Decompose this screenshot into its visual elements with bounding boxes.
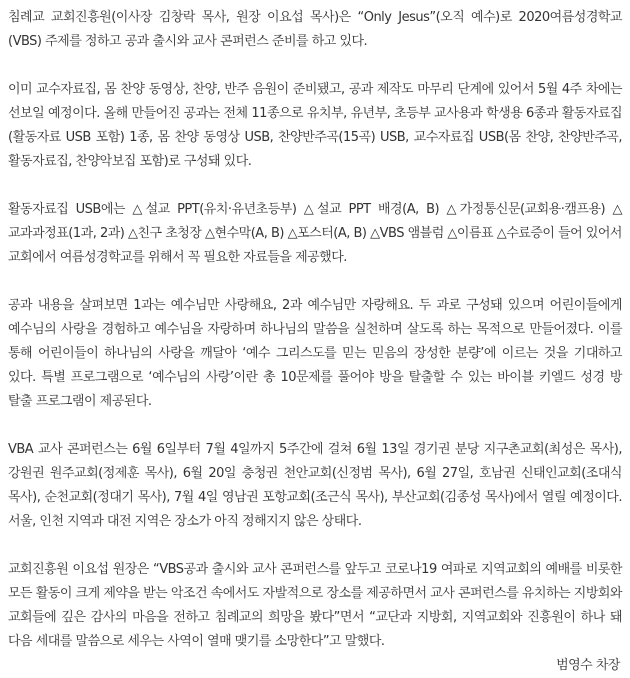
article-paragraph-intro: 침례교 교회진흥원(이사장 김창락 목사, 원장 이요섭 목사)은 “Only Jesus”(오직 예수)로 2020여름성경학교(VBS) 주제를 정하고 공과 출시와 교사 콘퍼런스 준비를 하고 있다. [8,10,622,49]
article-paragraph-lesson-content: 공과 내용을 살펴보면 1과는 예수님만 사랑해요, 2과 예수님만 자랑해요. 두 과로 구성돼 있으며 어린이들에게 예수님의 사랑을 경험하고 예수님을 자랑하며 하나님의 말씀을 실천하며 살도록 하는 목적으로 만들어졌다. 이를 통해 어린이들이 하나님의 사랑을 깨달아 ‘예수 그리스도를 믿는 믿음의 장성한 분량’에 이르는 것을 기대하고 있다. 특별 프로그램으로 ‘예수님의 사랑’이란 총 10문제를 풀어야 방을 탈출할 수 있는 바이블 키엘드 성경 방 탈출 프로그램이 제공된다. [8,298,622,409]
article-paragraph-materials: 이미 교수자료집, 몸 찬양 동영상, 찬양, 반주 음원이 준비됐고, 공과 제작도 마무리 단계에 있어서 5월 4주 차에는 선보일 예정이다. 올해 만들어진 공과는 전체 11종으로 유치부, 유년부, 초등부 교사용과 학생용 6종과 활동자료집(활동자료 USB 포함) 1종, 몸 찬양 동영상 USB, 찬양반주곡(15곡) USB, 교수자료집 USB(몸 찬양, 찬양반주곡, 활동자료집, 찬양악보집 포함)로 구성돼 있다. [8,82,622,169]
article-paragraph-director-quote: 교회진흥원 이요섭 원장은 “VBS공과 출시와 교사 콘퍼런스를 앞두고 코로나19 여파로 지역교회의 예배를 비롯한 모든 활동이 크게 제약을 받는 악조건 속에서도 자발적으로 장소를 제공하면서 교사 콘퍼런스를 유치하는 지방회와 교회들에 깊은 감사의 마음을 전하고 침례교의 희망을 봤다”면서 “교단과 지방회, 지역교회와 진흥원이 하나 돼 다음 세대를 말씀으로 세우는 사역이 열매 맺기를 소망한다”고 말했다. [8,562,622,649]
article-byline: 범영수 차장 [556,658,620,673]
article-paragraph-conference-schedule: VBA 교사 콘퍼런스는 6월 6일부터 7월 4일까지 5주간에 걸쳐 6월 13일 경기권 분당 지구촌교회(최성은 목사), 강원권 원주교회(정제훈 목사), 6월 20일 충청권 천안교회(신정범 목사), 6월 27일, 호남권 신태인교회(조대식 목사), 순천교회(정대기 목사), 7월 4일 영남권 포항교회(조근식 목사), 부산교회(김종성 목사)에서 열릴 예정이다. 서울, 인천 지역과 대전 지역은 장소가 아직 정해지지 않은 상태다. [8,442,622,529]
article-paragraph-usb-contents: 활동자료집 USB에는 △설교 PPT(유치·유년초등부) △설교 PPT 배경(A, B) △가정통신문(교회용·캠프용) △교과과정표(1과, 2과) △친구 초청장 △현수막(A, B) △포스터(A, B) △VBS 앰블럼 △이름표 △수료증이 들어 있어서 교회에서 여름성경학교를 위해서 꼭 필요한 자료들을 제공했다. [8,202,622,265]
